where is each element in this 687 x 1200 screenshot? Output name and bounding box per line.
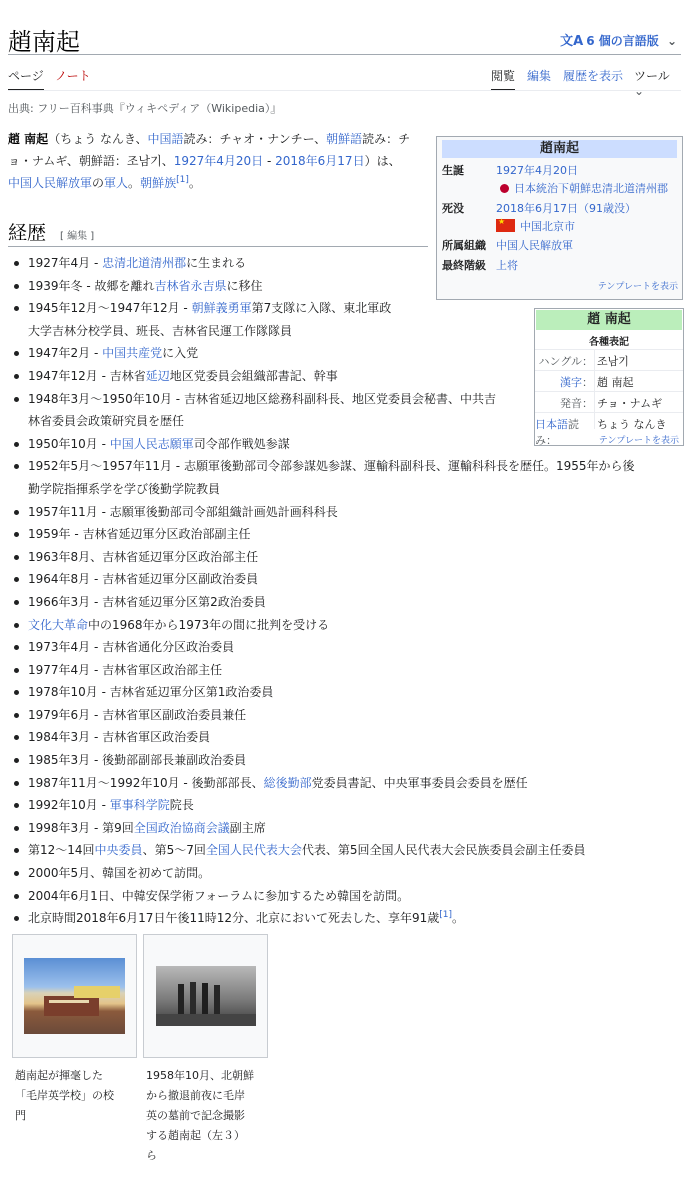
career-text: 林省委員会政策研究員を歴任 bbox=[28, 414, 185, 429]
kanji-value: 趙 南起 bbox=[597, 376, 634, 389]
career-text: 2000年5月、韓国を初めて訪問。 bbox=[28, 866, 211, 881]
career-link[interactable]: 朝鮮義勇軍 bbox=[191, 301, 252, 316]
gallery-item-memorial-photo[interactable] bbox=[143, 934, 268, 1058]
career-text: 1947年2月 - bbox=[28, 346, 103, 361]
link-birth-date[interactable]: 1927年4月20日 bbox=[173, 154, 264, 168]
org-label: 所属組織 bbox=[442, 239, 486, 252]
career-text: 地区党委員会組織部書記、幹事 bbox=[169, 368, 338, 383]
career-text: 1973年4月 - 吉林省通化分区政治委員 bbox=[28, 640, 235, 655]
career-text: 、第5～7回 bbox=[142, 843, 206, 858]
career-item bbox=[8, 772, 683, 795]
career-text: 1939年冬 - 故郷を離れ bbox=[28, 278, 155, 293]
chevron-down-icon: ⌄ bbox=[634, 84, 645, 98]
lead-text: の bbox=[92, 176, 105, 190]
tools-label: ツール bbox=[634, 69, 670, 83]
gallery-caption-memorial bbox=[146, 1066, 262, 1166]
language-button[interactable] bbox=[560, 30, 677, 49]
career-text: 。 bbox=[452, 911, 465, 926]
tab-tools[interactable] bbox=[634, 67, 681, 98]
career-link[interactable]: 文化大革命 bbox=[28, 617, 89, 632]
career-link[interactable]: 軍事科学院 bbox=[109, 798, 170, 813]
tab-history[interactable]: 履歴を表示 bbox=[563, 69, 624, 83]
link-korean[interactable]: 朝鮮語 bbox=[326, 132, 363, 146]
section-edit-link[interactable]: [ 編集 ] bbox=[60, 231, 95, 242]
career-item bbox=[8, 726, 683, 749]
career-text: 中の1968年から1973年の間に批判を受ける bbox=[88, 617, 330, 632]
career-item bbox=[8, 862, 683, 885]
memorial-photo[interactable] bbox=[156, 966, 256, 1026]
lead-text: 。 bbox=[188, 176, 201, 190]
career-text: 1950年10月 - bbox=[28, 436, 110, 451]
names-box-subtitle: 各種表記 bbox=[589, 337, 629, 348]
career-text: 代表、第5回全国人民代表大会民族委員会副主任委員 bbox=[301, 843, 586, 858]
career-item bbox=[8, 591, 683, 614]
career-item bbox=[8, 817, 683, 840]
career-text: 1948年3月～1950年10月 - 吉林省延辺地区総務科副科長、地区党委員会秘書、中共吉 bbox=[28, 391, 496, 406]
link-soldier[interactable]: 軍人 bbox=[104, 176, 129, 190]
rank-label: 最終階級 bbox=[442, 259, 486, 272]
career-text: 大学吉林分校学員、班長、吉林省民運工作隊隊員 bbox=[28, 323, 293, 338]
subject-name: 趙 南起 bbox=[8, 132, 49, 146]
career-link[interactable]: 中央委員 bbox=[94, 843, 143, 858]
link-death-date[interactable]: 2018年6月17日 bbox=[275, 154, 365, 168]
career-item bbox=[8, 704, 683, 727]
birth-place-link[interactable]: 日本統治下朝鮮忠清北道清州郡 bbox=[514, 182, 668, 195]
pronunciation-value: チョ・ナムギ bbox=[597, 397, 663, 410]
career-text: 1985年3月 - 後勤部副部長兼副政治委員 bbox=[28, 753, 247, 768]
career-text: 1987年11月～1992年10月 - 後勤部部長、 bbox=[28, 775, 264, 790]
birth-label: 生誕 bbox=[442, 164, 464, 177]
caption-line: 趙南起が揮毫した bbox=[15, 1069, 103, 1082]
birth-date-link[interactable]: 1927年4月20日 bbox=[496, 164, 578, 177]
lead-text: 読み：チャオ・ナンチー、 bbox=[183, 132, 327, 146]
death-date[interactable]: 2018年6月17日（91歳没） bbox=[496, 202, 636, 215]
career-text: 1979年6月 - 吉林省軍区副政治委員兼任 bbox=[28, 707, 247, 722]
career-text: 1947年12月 - 吉林省 bbox=[28, 368, 146, 383]
career-item bbox=[8, 546, 683, 569]
career-item bbox=[8, 501, 683, 524]
kanji-colon: ： bbox=[582, 376, 593, 389]
career-text: 1959年 - 吉林省延辺軍分区政治部副主任 bbox=[28, 527, 251, 542]
reference-link[interactable]: [1] bbox=[439, 910, 453, 921]
section-title: 経歴 bbox=[8, 222, 47, 244]
career-link[interactable]: 吉林省永吉県 bbox=[154, 278, 227, 293]
hangul-label: ハングル： bbox=[538, 355, 593, 368]
template-link[interactable]: テンプレートを表示 bbox=[598, 436, 679, 446]
career-link[interactable]: 全国政治協商会議 bbox=[133, 820, 230, 835]
reference-link[interactable]: [1] bbox=[176, 175, 189, 185]
career-text: 1977年4月 - 吉林省軍区政治部主任 bbox=[28, 662, 223, 677]
career-item bbox=[8, 614, 683, 637]
gallery-item-school-gate[interactable] bbox=[12, 934, 137, 1058]
death-place-link[interactable]: 中国北京市 bbox=[520, 220, 575, 233]
career-item bbox=[8, 839, 683, 862]
career-item bbox=[8, 478, 683, 501]
career-text: 1927年4月 - bbox=[28, 256, 103, 270]
source-line: 出典: フリー百科事典『ウィキペディア（Wikipedia）』 bbox=[8, 102, 282, 115]
china-flag-icon bbox=[496, 219, 515, 232]
template-link[interactable]: テンプレートを表示 bbox=[597, 282, 678, 292]
names-box bbox=[534, 308, 684, 446]
lead-paragraph bbox=[8, 128, 412, 194]
career-text: 司令部作戦処参謀 bbox=[193, 436, 290, 451]
page-title: 趙南起 bbox=[8, 28, 80, 56]
career-item bbox=[8, 523, 683, 546]
pronunciation-label: 発音： bbox=[560, 397, 593, 410]
career-text: 1998年3月 - 第9回 bbox=[28, 820, 134, 835]
career-text: 第12～14回 bbox=[28, 843, 95, 858]
career-text: 党委員書記、中央軍事委員会委員を歴任 bbox=[311, 775, 528, 790]
career-text: に生まれる bbox=[186, 256, 247, 270]
infobox-title: 趙南起 bbox=[442, 140, 677, 158]
link-pla[interactable]: 中国人民解放軍 bbox=[8, 176, 93, 190]
lead-text: 読み：チョ・ナムギ、朝鮮語：조남기、 bbox=[8, 132, 411, 168]
career-text: 1992年10月 - bbox=[28, 798, 110, 813]
caption-line: 英の墓前で記念撮影 bbox=[146, 1109, 245, 1122]
career-link[interactable]: 総後勤部 bbox=[263, 775, 312, 790]
career-text: に入党 bbox=[162, 346, 199, 361]
career-text: 1984年3月 - 吉林省軍区政治委員 bbox=[28, 730, 211, 745]
career-text: 第7支隊に入隊、東北軍政 bbox=[251, 301, 392, 316]
career-text: 1957年11月 - 志願軍後勤部司令部組織計画処計画科科長 bbox=[28, 504, 338, 519]
hangul-row bbox=[535, 349, 683, 370]
tab-talk[interactable]: ノート bbox=[55, 69, 91, 83]
caption-line: ら bbox=[146, 1149, 157, 1162]
career-text: 1978年10月 - 吉林省延辺軍分区第1政治委員 bbox=[28, 685, 274, 700]
career-item bbox=[8, 885, 683, 908]
tab-divider bbox=[8, 90, 681, 91]
career-item bbox=[8, 568, 683, 591]
career-link[interactable]: 中国人民志願軍 bbox=[109, 436, 194, 451]
career-text: 1964年8月 - 吉林省延辺軍分区副政治委員 bbox=[28, 572, 259, 587]
gallery-caption-school-gate bbox=[15, 1066, 131, 1126]
section-heading bbox=[8, 216, 428, 247]
japanese-reading-label: 読み： bbox=[535, 418, 579, 447]
career-link[interactable]: 延辺 bbox=[145, 368, 170, 383]
kanji-link[interactable]: 漢字 bbox=[560, 376, 582, 389]
career-text: 1966年3月 - 吉林省延辺軍分区第2政治委員 bbox=[28, 594, 266, 609]
kanji-row bbox=[535, 370, 683, 391]
lead-text: 。 bbox=[128, 176, 141, 190]
career-item bbox=[8, 636, 683, 659]
link-ethnic[interactable]: 朝鮮族 bbox=[140, 176, 177, 190]
career-text: 副主席 bbox=[229, 820, 266, 835]
tab-edit[interactable]: 編集 bbox=[527, 69, 552, 83]
chevron-down-icon: ⌄ bbox=[666, 34, 677, 48]
lead-text: ）は、 bbox=[364, 154, 401, 168]
career-text: 院長 bbox=[169, 798, 194, 813]
org-link[interactable]: 中国人民解放軍 bbox=[496, 239, 573, 252]
career-text: 北京時間2018年6月17日午後11時12分、北京において死去した、享年91歳 bbox=[28, 911, 440, 926]
infobox bbox=[436, 136, 683, 300]
career-item bbox=[8, 907, 683, 930]
school-gate-photo[interactable] bbox=[24, 958, 125, 1034]
caption-line: から撤退前夜に毛岸 bbox=[146, 1089, 245, 1102]
career-text: 1963年8月、吉林省延辺軍分区政治部主任 bbox=[28, 549, 259, 564]
page-tabs bbox=[8, 64, 681, 98]
rank-link[interactable]: 上将 bbox=[496, 259, 518, 272]
career-link[interactable]: 全国人民代表大会 bbox=[205, 843, 302, 858]
japan-flag-icon bbox=[500, 184, 509, 193]
career-text: 1952年5月～1957年11月 - 志願軍後勤部司令部参謀処参謀、運輸科副科長、運輸科科長を歴任。1955年から後 bbox=[28, 459, 635, 474]
caption-line: する趙南起（左３） bbox=[146, 1129, 245, 1142]
career-text: 1945年12月～1947年12月 - bbox=[28, 301, 192, 316]
career-item bbox=[8, 794, 683, 817]
career-item bbox=[8, 681, 683, 704]
career-text: 2004年6月1日、中韓安保学術フォーラムに参加するため韓国を訪問。 bbox=[28, 888, 410, 903]
japanese-link[interactable]: 日本語 bbox=[535, 418, 568, 431]
career-text: に移住 bbox=[226, 278, 263, 293]
lead-text: - bbox=[263, 154, 276, 168]
tab-page[interactable]: ページ bbox=[8, 67, 44, 91]
career-link[interactable]: 忠清北道清州郡 bbox=[102, 256, 187, 270]
hangul-value: 조남기 bbox=[597, 355, 629, 368]
link-chinese[interactable]: 中国語 bbox=[147, 132, 184, 146]
career-text: 勤学院指揮系学を学び後勤学院教員 bbox=[28, 481, 221, 496]
caption-line: 「毛岸英学校」の校 bbox=[15, 1089, 114, 1102]
tab-read[interactable]: 閲覧 bbox=[491, 67, 515, 91]
names-box-title: 趙 南起 bbox=[536, 310, 682, 330]
death-label: 死没 bbox=[442, 202, 464, 215]
career-item bbox=[8, 455, 683, 478]
pronunciation-row bbox=[535, 391, 683, 412]
translate-icon: 文A bbox=[560, 34, 584, 49]
career-link[interactable]: 中国共産党 bbox=[102, 346, 163, 361]
career-item bbox=[8, 749, 683, 772]
japanese-value: ちょう なんき bbox=[597, 418, 667, 431]
title-bar bbox=[8, 14, 681, 55]
career-item bbox=[8, 659, 683, 682]
language-button-label: 6 個の言語版 bbox=[586, 34, 659, 48]
caption-line: 門 bbox=[15, 1109, 26, 1122]
caption-line: 1958年10月、北朝鮮 bbox=[146, 1069, 254, 1082]
lead-text: （ちょう なんき、 bbox=[48, 132, 148, 146]
